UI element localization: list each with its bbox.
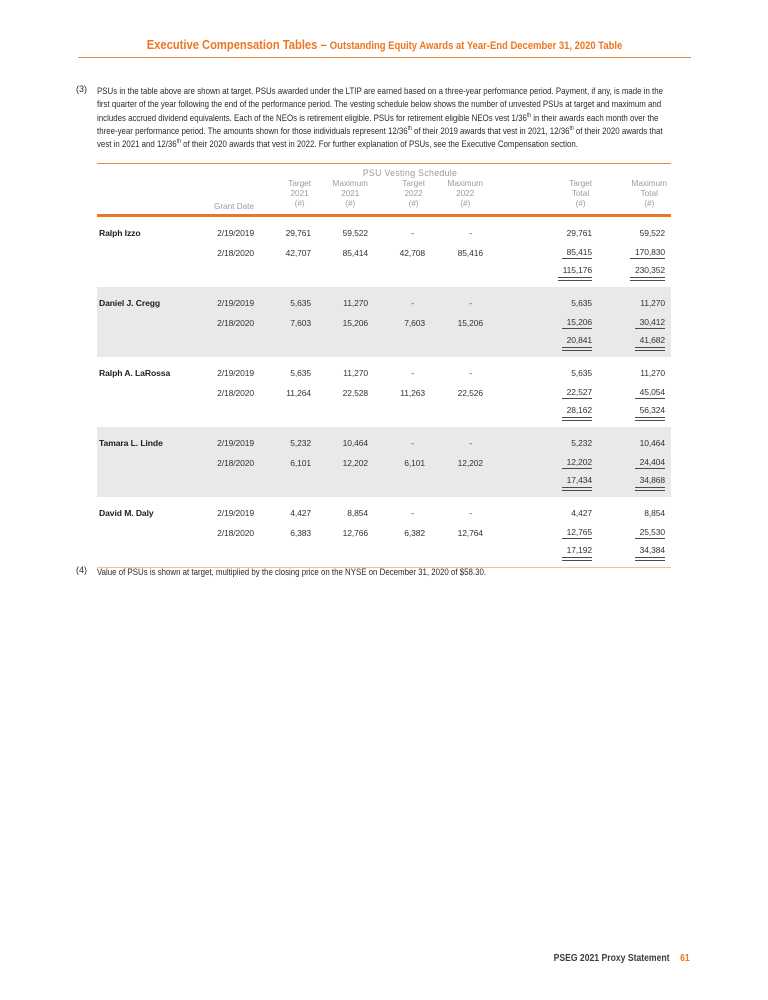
grant-row: [97, 453, 671, 473]
superscript-text: th: [407, 125, 412, 132]
exec-name: Daniel J. Cregg: [99, 298, 161, 308]
column-header-maximum-total: Maximum Total (#): [631, 179, 667, 208]
exec-block: [97, 497, 671, 567]
underlined-value: 17,192: [562, 545, 592, 561]
footnote-4: [76, 565, 768, 578]
underlined-value: 230,352: [630, 265, 665, 281]
page-header: [78, 36, 691, 54]
target-total-sum-cell: [483, 405, 592, 421]
exec-name: Ralph A. LaRossa: [99, 368, 171, 378]
maximum-2021-cell: 85,414: [342, 248, 368, 258]
total-row: [97, 263, 671, 283]
underlined-value: 85,415: [562, 247, 592, 259]
exec-block: [97, 357, 671, 427]
underlined-value: 30,412: [635, 317, 665, 329]
underlined-value: 170,830: [630, 247, 665, 259]
target-2022-cell: -: [411, 228, 414, 238]
target-total-cell: 5,232: [571, 438, 592, 448]
total-row: [97, 473, 671, 493]
grant-date-cell: 2/19/2019: [217, 298, 254, 308]
target-total-cell: [483, 387, 592, 399]
target-2021-cell: 7,603: [290, 318, 311, 328]
maximum-total-cell: 8,854: [644, 508, 665, 518]
maximum-2022-cell: 12,202: [457, 458, 483, 468]
header-divider: [78, 57, 691, 58]
maximum-2021-cell: 22,528: [342, 388, 368, 398]
maximum-2022-cell: 22,526: [457, 388, 483, 398]
target-2021-cell: 42,707: [285, 248, 311, 258]
maximum-2021-cell: 8,854: [347, 508, 368, 518]
maximum-total-cell: 11,270: [640, 298, 665, 308]
total-row: [97, 333, 671, 353]
maximum-total-cell: [592, 457, 671, 469]
grant-row: [97, 523, 671, 543]
target-total-cell: 5,635: [571, 368, 592, 378]
target-2022-cell: -: [411, 368, 414, 378]
grant-row: [97, 503, 671, 523]
maximum-2022-cell: -: [469, 228, 472, 238]
maximum-2021-cell: 10,464: [342, 438, 368, 448]
maximum-2022-cell: 12,764: [457, 528, 483, 538]
maximum-2022-cell: 85,416: [457, 248, 483, 258]
grant-date-cell: 2/19/2019: [217, 228, 254, 238]
target-total-cell: 4,427: [571, 508, 592, 518]
underlined-value: 20,841: [562, 335, 592, 351]
superscript-text: th: [569, 125, 574, 132]
exec-name: David M. Daly: [99, 508, 154, 518]
underlined-value: 45,054: [635, 387, 665, 399]
underlined-value: 41,682: [635, 335, 665, 351]
superscript-text: th: [176, 139, 181, 146]
table-body: [97, 217, 671, 567]
grant-row: [97, 293, 671, 313]
target-2022-cell: 11,263: [400, 388, 425, 398]
grant-date-cell: 2/18/2020: [217, 458, 254, 468]
target-total-sum-cell: [483, 475, 592, 491]
target-2021-cell: 6,383: [290, 528, 311, 538]
maximum-2022-cell: -: [469, 438, 472, 448]
underlined-value: 15,206: [562, 317, 592, 329]
footnote-3: [76, 84, 768, 150]
exec-block: [97, 287, 671, 357]
underlined-value: 24,404: [635, 457, 665, 469]
grant-row: [97, 383, 671, 403]
underlined-value: 56,324: [635, 405, 665, 421]
target-2022-cell: -: [411, 298, 414, 308]
underlined-value: 22,527: [562, 387, 592, 399]
target-2022-cell: -: [411, 438, 414, 448]
footnote-3-body: [97, 84, 768, 150]
maximum-2022-cell: -: [469, 368, 472, 378]
maximum-2022-cell: 15,206: [457, 318, 483, 328]
grant-date-cell: 2/19/2019: [217, 368, 254, 378]
grant-date-cell: 2/18/2020: [217, 528, 254, 538]
target-2021-cell: 5,635: [290, 298, 311, 308]
footer-document-title: PSEG 2021 Proxy Statement: [553, 953, 670, 964]
underlined-value: 28,162: [562, 405, 592, 421]
footnote-text-segment: PSUs in the table above are shown at target. PSUs awarded under the LTIP are earned based on a three-year performance period. Payment, if any, is made in the first quarter of the year following the end of the performance period. The vesting schedule below shows the number of unvested PSUs at target and maximum and includes accrued dividend equivalents. Each of the NEOs is retirement eligible. PSUs for retirement eligible NEOs vest 1/36: [97, 85, 664, 123]
footnote-4-body: [97, 565, 768, 578]
maximum-total-cell: [592, 317, 671, 329]
column-header-target-total: Target Total (#): [569, 179, 592, 208]
maximum-2021-cell: 12,766: [342, 528, 368, 538]
maximum-total-cell: 59,522: [639, 228, 665, 238]
target-2021-cell: 6,101: [290, 458, 311, 468]
footnote-text-segment: of their 2019 awards that vest in 2021, 12/36: [411, 124, 570, 136]
maximum-total-sum-cell: [592, 335, 671, 351]
underlined-value: 12,202: [562, 457, 592, 469]
maximum-2021-cell: 59,522: [342, 228, 368, 238]
underlined-value: 17,434: [562, 475, 592, 491]
maximum-total-sum-cell: [592, 475, 671, 491]
maximum-total-cell: [592, 247, 671, 259]
target-2022-cell: 6,101: [404, 458, 425, 468]
page-header-text: [147, 36, 623, 54]
footnote-text-segment: of their 2020 awards that vest in 2022. For further explanation of PSUs, see the Executive Compensation section.: [180, 138, 578, 150]
grant-row: [97, 363, 671, 383]
header-separator: –: [317, 37, 330, 52]
column-header-maximum-2022: Maximum 2022 (#): [447, 179, 483, 208]
grant-date-cell: 2/18/2020: [217, 318, 254, 328]
header-title: Executive Compensation Tables: [146, 37, 318, 52]
target-total-sum-cell: [483, 545, 592, 561]
column-header-target-2022: Target 2022 (#): [402, 179, 425, 208]
target-2022-cell: -: [411, 508, 414, 518]
grant-date-cell: 2/19/2019: [217, 438, 254, 448]
psu-vesting-table: [97, 163, 671, 568]
target-total-cell: [483, 247, 592, 259]
grant-date-cell: 2/18/2020: [217, 248, 254, 258]
grant-row: [97, 243, 671, 263]
underlined-value: 34,384: [635, 545, 665, 561]
column-header-maximum-2021: Maximum 2021 (#): [332, 179, 368, 208]
target-2021-cell: 4,427: [290, 508, 311, 518]
exec-name: Tamara L. Linde: [99, 438, 163, 448]
maximum-total-sum-cell: [592, 545, 671, 561]
target-total-sum-cell: [483, 335, 592, 351]
page-footer: [535, 948, 690, 966]
superscript-text: th: [526, 112, 532, 119]
column-header-grant-date: Grant Date: [213, 202, 254, 211]
target-total-sum-cell: [483, 265, 592, 281]
target-2021-cell: 11,264: [286, 388, 311, 398]
footnote-text-segment: of their 2020 awards that vest in 2021 and 12/36: [97, 124, 663, 150]
target-total-cell: [483, 317, 592, 329]
maximum-2021-cell: 15,206: [342, 318, 368, 328]
maximum-2022-cell: -: [469, 298, 472, 308]
grant-date-cell: 2/18/2020: [217, 388, 254, 398]
target-2021-cell: 5,232: [290, 438, 311, 448]
exec-name: Ralph Izzo: [99, 228, 141, 238]
maximum-2022-cell: -: [469, 508, 472, 518]
underlined-value: 12,765: [562, 527, 592, 539]
table-column-headers: [97, 179, 671, 217]
grant-date-cell: 2/19/2019: [217, 508, 254, 518]
grant-row: [97, 313, 671, 333]
maximum-2021-cell: 12,202: [342, 458, 368, 468]
maximum-total-cell: 11,270: [640, 368, 665, 378]
target-2022-cell: 7,603: [404, 318, 425, 328]
maximum-total-cell: [592, 527, 671, 539]
target-2022-cell: 42,708: [399, 248, 425, 258]
page-footer-text: [554, 948, 690, 966]
target-total-cell: [483, 527, 592, 539]
maximum-2021-cell: 11,270: [343, 368, 368, 378]
maximum-total-cell: 10,464: [639, 438, 665, 448]
footnote-4-text: Value of PSUs is shown at target, multiplied by the closing price on the NYSE on December 31, 2020 of $58.30.: [97, 566, 487, 577]
total-row: [97, 403, 671, 423]
underlined-value: 115,176: [558, 265, 592, 281]
underlined-value: 25,530: [635, 527, 665, 539]
exec-block: [97, 427, 671, 497]
target-total-cell: 29,761: [566, 228, 592, 238]
maximum-total-cell: [592, 387, 671, 399]
target-2022-cell: 6,382: [404, 528, 425, 538]
header-subtitle: Outstanding Equity Awards at Year-End December 31, 2020 Table: [329, 40, 623, 52]
target-2021-cell: 5,635: [290, 368, 311, 378]
grant-row: [97, 223, 671, 243]
maximum-total-sum-cell: [592, 405, 671, 421]
target-2021-cell: 29,761: [285, 228, 311, 238]
total-row: [97, 543, 671, 563]
footnote-marker: (4): [76, 565, 87, 575]
grant-row: [97, 433, 671, 453]
footnote-text-segment: in their awards each month over the three-year performance period. The amounts shown for those individuals represent 12/36: [97, 111, 659, 136]
target-total-cell: 5,635: [571, 298, 592, 308]
footnote-3-text: [97, 84, 672, 150]
table-group-header: PSU Vesting Schedule: [362, 168, 458, 178]
underlined-value: 34,868: [635, 475, 665, 491]
footer-page-number: 61: [680, 953, 690, 964]
exec-block: [97, 217, 671, 287]
column-header-target-2021: Target 2021 (#): [288, 179, 311, 208]
maximum-total-sum-cell: [592, 265, 671, 281]
target-total-cell: [483, 457, 592, 469]
footnote-marker: (3): [76, 84, 87, 94]
maximum-2021-cell: 11,270: [343, 298, 368, 308]
